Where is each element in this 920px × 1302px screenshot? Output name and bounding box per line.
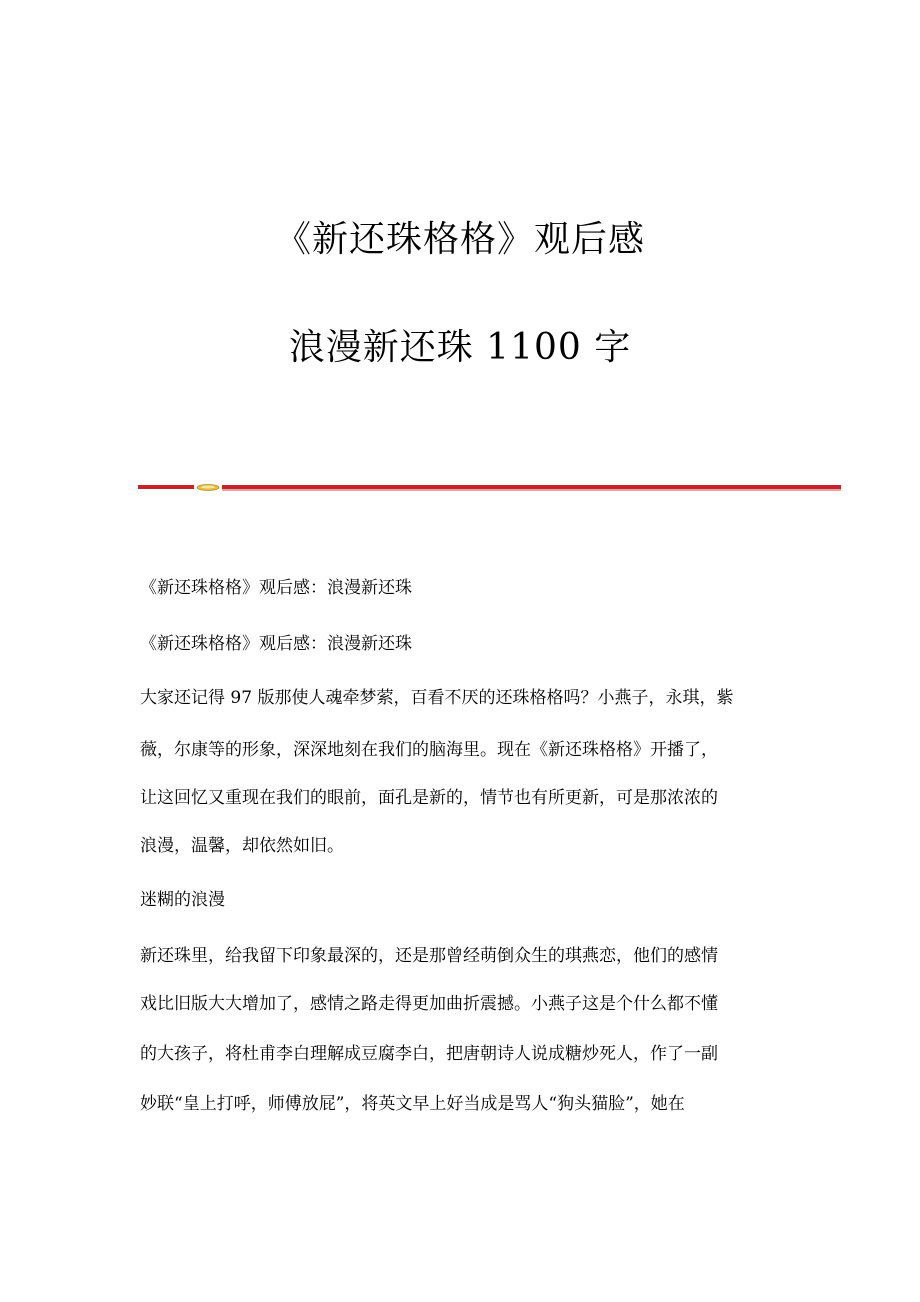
paragraph-2-line: 戏比旧版大大增加了，感情之路走得更加曲折震撼。小燕子这是个什么都不懂 [140, 994, 718, 1014]
paragraph-1-line: 薇，尔康等的形象，深深地刻在我们的脑海里。现在《新还珠格格》开播了， [140, 740, 718, 760]
section-heading: 迷糊的浪漫 [140, 890, 225, 910]
paragraph-1-line: 让这回忆又重现在我们的眼前，面孔是新的，情节也有所更新，可是那浓浓的 [140, 788, 718, 808]
divider-right-shadow [222, 489, 841, 491]
document-title-line-2: 浪漫新还珠 1100 字 [288, 327, 632, 368]
paragraph-1-line: 浪漫，温馨，却依然如旧。 [140, 836, 344, 856]
subtitle-line-1: 《新还珠格格》观后感：浪漫新还珠 [140, 578, 412, 598]
document-title-line-1: 《新还珠格格》观后感 [274, 219, 645, 260]
paragraph-2-line: 妙联“皇上打呼，师傅放屁”，将英文早上好当成是骂人“狗头猫脸”，她在 [140, 1094, 685, 1114]
divider-ornament-icon [196, 484, 220, 491]
divider-left-bar [138, 485, 194, 489]
subtitle-line-2: 《新还珠格格》观后感：浪漫新还珠 [140, 634, 412, 654]
paragraph-1-line: 大家还记得 97 版那使人魂牵梦萦，百看不厌的还珠格格吗？小燕子，永琪，紫 [140, 688, 734, 708]
paragraph-2-line: 新还珠里，给我留下印象最深的，还是那曾经萌倒众生的琪燕恋，他们的感情 [140, 946, 718, 966]
paragraph-2-line: 的大孩子，将杜甫李白理解成豆腐李白，把唐朝诗人说成糖炒死人，作了一副 [140, 1044, 718, 1064]
